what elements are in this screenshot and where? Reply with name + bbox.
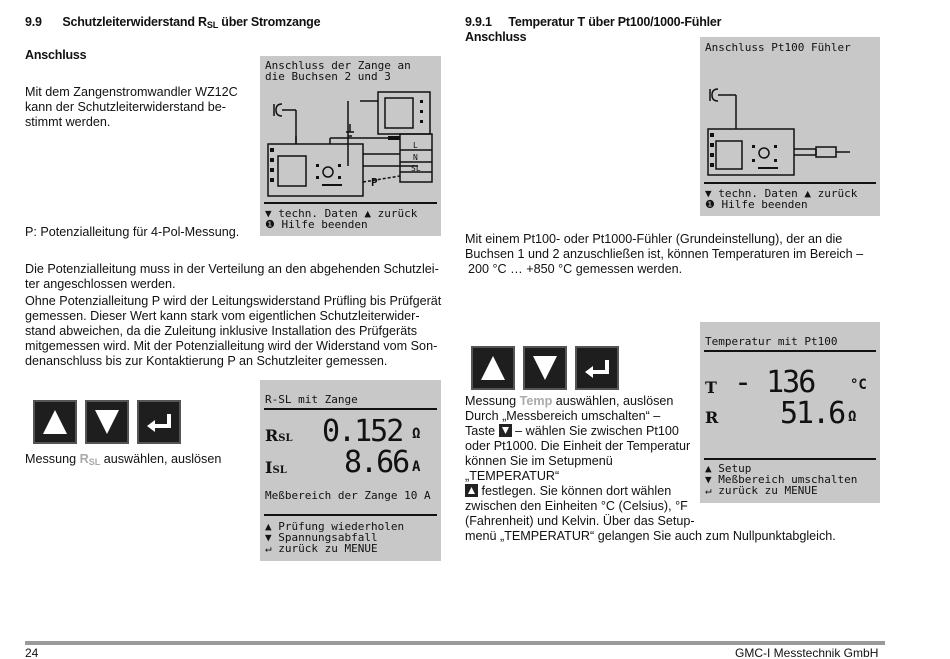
lcd-divider [704,182,876,184]
label-sub: SL [278,433,293,444]
lcd-line: die Buchsen 2 und 3 [265,70,391,83]
desc-text: – wählen Sie zwischen Pt100 [511,424,679,438]
desc-line [465,424,700,439]
desc-line [465,484,700,499]
desc-line: (Fahrenheit) und Kelvin. Über das Setup- [465,514,695,528]
res-label: R [705,408,719,427]
lcd-pt100-connection [700,37,880,216]
section-number: 9.9.1 [465,15,492,29]
measure-text: auswählen, auslösen [100,452,222,466]
desc-line: zwischen den Einheiten °C (Celsius), °F [465,499,688,513]
para-line: stand abweichen, da die Zuleitung inklusive Installation des Prüfgeräts [25,324,418,338]
measure-highlight: R [79,452,89,466]
measure-text: auswählen, auslösen [552,394,674,408]
desc-line: können Sie im Setupmenü „TEMPERATUR“ [465,454,613,483]
up-arrow-key-icon [33,400,77,444]
isl-value: 8.66 [344,445,409,480]
lcd-clamp-connection [260,56,441,236]
desc-line: oder Pt1000. Die Einheit der Temperatur [465,439,691,453]
company-name: GMC-I Messtechnik GmbH [735,646,879,659]
section-number: 9.9 [25,15,42,29]
paragraph-pt100 [465,232,863,277]
desc-text: festlegen. Sie können dort wählen [478,484,672,498]
para-line: mitgemessen wird. Mit der Potenzialleitung wird der Widerstand vom Son- [25,339,438,353]
section-heading-9-9-1 [465,15,721,29]
measure-highlight: Temp [519,394,553,408]
res-value: 51.6 [780,396,845,431]
temp-unit: °C [850,377,867,393]
lcd-footer-line: ❶ Hilfe beenden [265,218,368,231]
lcd-title: Anschluss Pt100 Fühler [705,41,851,54]
para-line: Buchsen 1 und 2 anzuschließen ist, können Temperaturen im Bereich – [465,247,864,261]
section-title-sub: SL [206,20,218,30]
section-title-rest: über Stromzange [218,15,321,29]
lcd-rsl-measurement [260,380,441,561]
label-p: P [371,176,378,189]
lcd-divider [704,350,876,352]
enter-key-icon [575,346,619,390]
lcd-menu-line: ▼ Meßbereich umschalten [705,473,858,486]
label-letter: I [265,458,273,477]
measure-text: Messung [465,394,520,408]
lcd-divider [704,458,876,460]
measure-select-line [465,394,700,409]
res-unit: Ω [848,409,857,425]
lcd-menu-line: ▼ Spannungsabfall [265,531,378,544]
down-arrow-key-icon [85,400,129,444]
lcd-footer-line: ▼ techn. Daten ▲ zurück [705,187,858,200]
para-line: Die Potenzialleitung muss in der Verteilung an den abgehenden Schutzlei- [25,262,439,276]
lcd-title: R-SL mit Zange [265,393,358,406]
measure-text: Messung [25,452,80,466]
label-n: N [413,153,418,162]
rsl-label [265,428,293,447]
lcd-footer-line: ▼ techn. Daten ▲ zurück [265,207,418,220]
up-arrow-key-icon [471,346,515,390]
lcd-footer-line: ❶ Hilfe beenden [705,198,808,211]
enter-key-icon [137,400,181,444]
intro-line: kann der Schutzleiterwiderstand be- [25,100,226,114]
lcd-menu-line: ↵ zurück zu MENUE [705,484,818,497]
isl-label [265,460,287,479]
lcd-menu-line: ↵ zurück zu MENUE [265,542,378,555]
up-key-mini-icon [465,484,478,497]
lcd-menu-line: ▲ Setup [705,462,752,475]
intro-text [25,85,238,130]
para-line: Ohne Potenzialleitung P wird der Leitungswiderstand Prüfling bis Prüfgerät [25,294,442,308]
desc-text: Taste [465,424,499,438]
intro-line: stimmt werden. [25,115,111,129]
paragraph-potential [25,262,439,292]
lcd-divider [264,202,437,204]
label-sub: SL [272,465,287,476]
measure-select-text [25,452,221,470]
desc-line: Durch „Messbereich umschalten“ – [465,409,661,423]
lcd-temperature [700,322,880,503]
isl-unit: A [412,459,421,475]
rsl-unit: Ω [412,426,421,442]
clamp-range: Meßbereich der Zange 10 A [265,489,431,502]
lcd-line: Anschluss der Zange an [265,59,411,72]
subhead-anschluss-right: Anschluss [465,30,527,44]
section-heading-9-9 [25,15,320,30]
para-line: 200 °C … +850 °C gemessen werden. [468,262,683,276]
measure-highlight-sub: SL [88,457,101,467]
label-l: L [413,141,418,150]
intro-line: Mit dem Zangenstromwandler WZ12C [25,85,238,99]
lcd-menu-line: ▲ Prüfung wiederholen [265,520,405,533]
para-line: denanschluss bis zur Kontaktierung P an Schutzleiter gemessen. [25,354,388,368]
label-sl: SL [411,164,421,173]
down-key-mini-icon [499,424,512,437]
section-title: Schutzleiterwiderstand R [62,15,207,29]
footer-rule [25,641,885,645]
temp-value: - 136 [734,365,815,400]
label-letter: R [265,426,279,445]
lcd-divider [264,408,437,410]
p-note: P: Potenzialleitung für 4-Pol-Messung. [25,225,240,239]
down-arrow-key-icon [523,346,567,390]
para-line: Mit einem Pt100- oder Pt1000-Fühler (Grundeinstellung), der an die [465,232,843,246]
lcd-title: Temperatur mit Pt100 [705,335,838,348]
paragraph-without-potential [25,294,441,369]
desc-line: menü „TEMPERATUR“ gelangen Sie auch zum Nullpunktabgleich. [465,529,836,543]
section-title: Temperatur T über Pt100/1000-Fühler [508,15,722,29]
lcd-divider [264,514,437,516]
subhead-anschluss: Anschluss [25,48,87,62]
temp-label: T [705,378,717,397]
rsl-value: 0.152 [322,414,403,449]
page-number: 24 [25,646,39,659]
para-line: gemessen. Dieser Wert kann stark vom eigentlichen Schutzleiterwider- [25,309,420,323]
para-line: ter angeschlossen werden. [25,277,176,291]
